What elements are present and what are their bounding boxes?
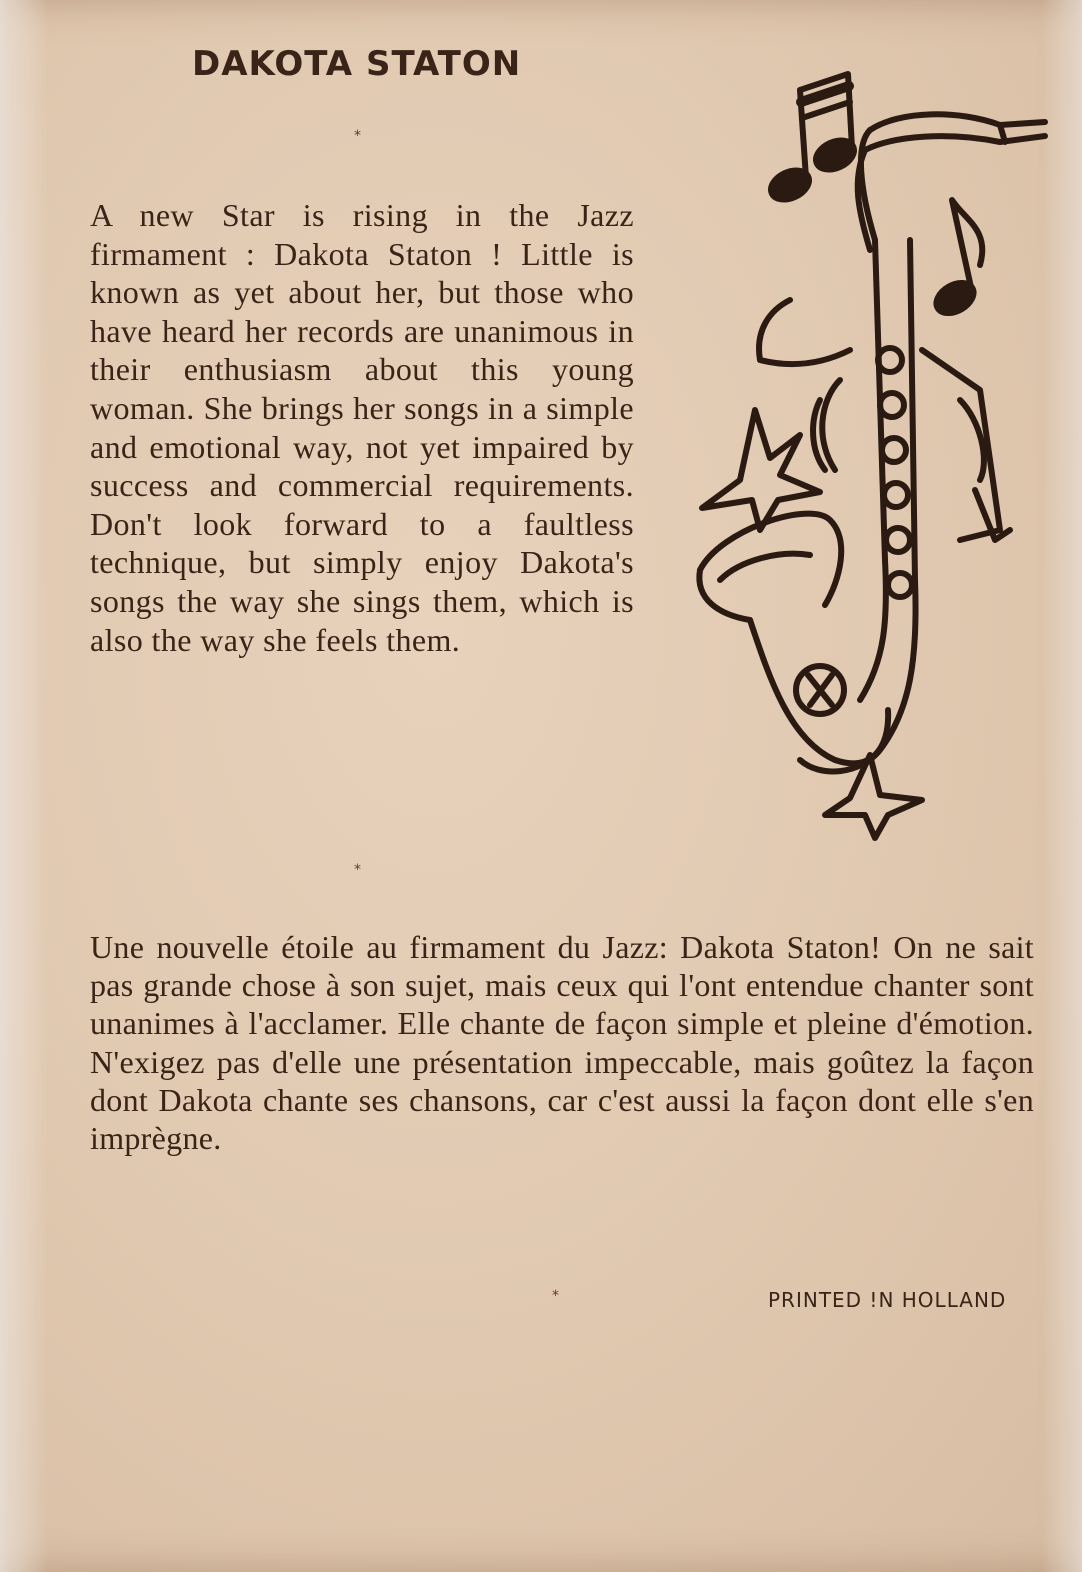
french-description [90,928,1034,1157]
music-note-icon [931,200,982,319]
saxophone-body [699,114,1045,771]
star-icon [825,755,922,838]
ornament-asterisk-bottom: * [552,1288,559,1304]
french-text: Une nouvelle étoile au firmament du Jazz: Dakota Staton! On ne sait pas grande chose à son sujet, mais ceux qui l'ont entendue chanter sont unanimes à l'acclamer. Elle chante de façon simple et pleine d'émotion. N'exigez pas d'elle une présentation impeccable, mais goûtez la façon dont Dakota chante ses chansons, car c'est aussi la façon dont elle s'en imprègne. [90,929,1034,1157]
card-title: DAKOTA STATON [192,44,522,84]
ornament-asterisk-top: * [354,128,361,144]
printed-in-label: PRINTED !N HOLLAND [768,1288,1007,1312]
english-text: A new Star is rising in the Jazz firmament : Dakota Staton ! Little is known as yet about her, but those who have heard her records are unanimous in their enthusiasm about this young woman. She brings her songs in a simple and emotional way, not yet impaired by success and commercial requirements. Don't look forward to a faultless technique, but simply enjoy Dakota's songs the way she sings them, which is also the way she feels them. [90,197,634,658]
ornament-asterisk-middle: * [354,862,361,878]
saxophone-illustration [660,60,1060,850]
english-description [90,196,634,659]
gloss-left-edge [0,0,48,1572]
music-note-icon [766,74,858,205]
